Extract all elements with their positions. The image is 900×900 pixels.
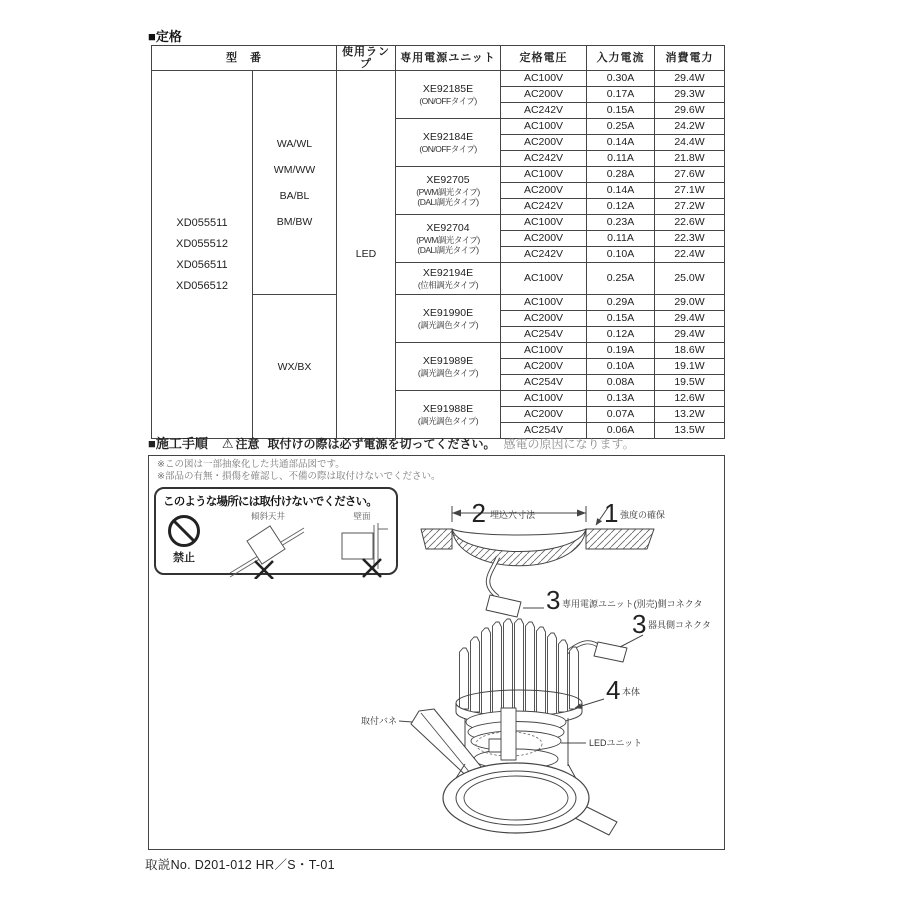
power-cell: 29.6W [655, 103, 725, 119]
current-cell: 0.19A [587, 343, 655, 359]
psu-connector [486, 595, 521, 617]
current-cell: 0.25A [587, 263, 655, 295]
power-unit-name: XE91988E [422, 403, 474, 416]
rating-row [152, 71, 725, 87]
power-unit-name: XE91990E [422, 307, 474, 320]
voltage-cell: AC200V [501, 135, 587, 151]
power-unit-name: XE91989E [422, 355, 474, 368]
power-cell: 29.4W [655, 327, 725, 343]
heatsink-fins [460, 619, 579, 716]
power-cell: 29.4W [655, 311, 725, 327]
col-header-model: 型 番 [152, 46, 337, 71]
recess-rim [452, 529, 586, 535]
power-unit-cell [396, 215, 501, 263]
power-unit-type: (PWM調光タイプ) [416, 235, 480, 246]
power-unit-cell [396, 295, 501, 343]
voltage-cell: AC100V [501, 167, 587, 183]
trim-inner-ring [464, 776, 568, 820]
callout-strength-number: 1 [604, 498, 619, 528]
current-cell: 0.10A [587, 359, 655, 375]
power-cell: 13.2W [655, 407, 725, 423]
current-cell: 0.13A [587, 391, 655, 407]
sloped-ceiling-label: 傾斜天井 [250, 511, 285, 521]
ceiling-cross-section [421, 498, 702, 617]
power-unit-type: (位相調光タイプ) [417, 280, 479, 291]
power-unit-type: (調光調色タイプ) [417, 416, 479, 427]
power-unit-cell [396, 343, 501, 391]
caution-label: 注意 [235, 437, 260, 451]
power-unit-name: XE92194E [422, 267, 474, 280]
current-cell: 0.12A [587, 327, 655, 343]
power-cell: 22.4W [655, 247, 725, 263]
power-cell: 27.2W [655, 199, 725, 215]
current-cell: 0.25A [587, 119, 655, 135]
current-cell: 0.23A [587, 215, 655, 231]
voltage-cell: AC242V [501, 199, 587, 215]
suffix-cell [253, 295, 337, 439]
suffix-code: BA/BL [279, 189, 310, 202]
voltage-cell: AC200V [501, 87, 587, 103]
voltage-cell: AC242V [501, 151, 587, 167]
current-cell: 0.15A [587, 103, 655, 119]
voltage-cell: AC100V [501, 71, 587, 87]
warning-triangle-icon: ⚠ [221, 436, 234, 451]
rating-table [151, 45, 725, 439]
power-cell: 19.1W [655, 359, 725, 375]
voltage-cell: AC200V [501, 407, 587, 423]
power-unit-cell [396, 391, 501, 439]
installation-diagram-box [148, 455, 725, 850]
spring-leader [399, 721, 412, 722]
diagram-note-1: ※この図は一部抽象化した共通部品図です。 [157, 459, 345, 470]
suffix-code: WM/WW [273, 163, 316, 176]
current-cell: 0.17A [587, 87, 655, 103]
callout-hole-number: 2 [471, 498, 486, 528]
prohibition-items [156, 509, 396, 579]
rating-header-row [152, 46, 725, 71]
col-header-current: 入力電流 [587, 46, 655, 71]
power-unit-cell [396, 167, 501, 215]
current-cell: 0.14A [587, 135, 655, 151]
voltage-cell: AC254V [501, 375, 587, 391]
power-cell: 29.0W [655, 295, 725, 311]
power-cell: 18.6W [655, 343, 725, 359]
voltage-cell: AC100V [501, 391, 587, 407]
callout-body-leader [575, 699, 604, 708]
suffix-cell [253, 71, 337, 295]
current-cell: 0.07A [587, 407, 655, 423]
voltage-cell: AC100V [501, 295, 587, 311]
callout-fixture-connector-number: 3 [632, 609, 647, 639]
bracket-tab [489, 739, 501, 752]
voltage-cell: AC242V [501, 247, 587, 263]
voltage-cell: AC100V [501, 215, 587, 231]
current-cell: 0.29A [587, 295, 655, 311]
model-number: XD056512 [176, 279, 228, 292]
wall-label: 壁面 [353, 511, 371, 521]
current-cell: 0.08A [587, 375, 655, 391]
power-cell: 24.4W [655, 135, 725, 151]
prohibition-box [154, 487, 398, 575]
caution-text: 取付けの際は必ず電源を切ってください。 [267, 437, 496, 451]
power-unit-type: (ON/OFFタイプ) [419, 96, 477, 107]
power-cell: 12.6W [655, 391, 725, 407]
caution-subtext: 感電の原因になります。 [503, 437, 635, 451]
wall-icon [332, 523, 392, 579]
power-unit-name: XE92705 [426, 174, 470, 187]
install-section-title: ■施工手順 [148, 436, 208, 451]
col-header-power: 消費電力 [655, 46, 725, 71]
voltage-cell: AC100V [501, 343, 587, 359]
callout-body-label: 本体 [622, 687, 641, 697]
power-cell: 27.6W [655, 167, 725, 183]
spring-label: 取付バネ [361, 716, 398, 726]
suffix-code: WX/BX [277, 360, 312, 373]
suffix-code: BM/BW [276, 215, 313, 228]
power-cell: 27.1W [655, 183, 725, 199]
power-cell: 13.5W [655, 423, 725, 439]
model-numbers-cell [152, 71, 253, 439]
voltage-cell: AC254V [501, 423, 587, 439]
col-header-lamp: 使用ランプ [337, 46, 396, 71]
dimension-arrow-left [452, 510, 461, 517]
document-number: 取説No. D201-012 HR／S・T-01 [145, 858, 335, 872]
current-cell: 0.11A [587, 151, 655, 167]
callout-body-number: 4 [606, 675, 621, 705]
voltage-cell: AC200V [501, 311, 587, 327]
current-cell: 0.06A [587, 423, 655, 439]
sloped-ceiling-icon [228, 523, 308, 579]
prohibition-symbol [166, 513, 202, 565]
diagram-notes [157, 459, 440, 483]
power-unit-type: (ON/OFFタイプ) [419, 144, 477, 155]
model-number: XD055512 [176, 237, 228, 250]
current-cell: 0.30A [587, 71, 655, 87]
power-unit-cell [396, 71, 501, 119]
voltage-cell: AC200V [501, 359, 587, 375]
model-number: XD056511 [176, 258, 228, 271]
wall-item [332, 510, 392, 579]
power-cell: 29.4W [655, 71, 725, 87]
power-unit-name: XE92704 [426, 222, 470, 235]
ceiling-right-band [586, 529, 654, 549]
prohibition-icon [166, 513, 202, 549]
power-unit-type: (調光調色タイプ) [417, 368, 479, 379]
power-unit-type: (調光調色タイプ) [417, 320, 479, 331]
current-cell: 0.15A [587, 311, 655, 327]
power-cell: 22.3W [655, 231, 725, 247]
fixture-drawing [361, 609, 711, 835]
voltage-cell: AC242V [501, 103, 587, 119]
voltage-cell: AC100V [501, 263, 587, 295]
lamp-cell: LED [337, 71, 396, 439]
power-cell: 24.2W [655, 119, 725, 135]
sloped-ceiling-item [228, 510, 308, 579]
voltage-cell: AC100V [501, 119, 587, 135]
power-unit-name: XE92184E [422, 131, 474, 144]
prohibition-icon-label: 禁止 [173, 552, 195, 564]
callout-fixture-connector-label: 器具側コネクタ [648, 620, 711, 630]
rating-section-title: ■定格 [148, 29, 182, 44]
col-header-voltage: 定格電圧 [501, 46, 587, 71]
callout-hole-label: 埋込穴寸法 [490, 510, 536, 520]
suffix-code: WA/WL [276, 137, 313, 150]
callout-strength-label: 強度の確保 [620, 510, 666, 520]
current-cell: 0.28A [587, 167, 655, 183]
callout-psu-number: 3 [546, 585, 561, 615]
power-cell: 21.8W [655, 151, 725, 167]
model-number: XD055511 [176, 216, 228, 229]
voltage-cell: AC200V [501, 183, 587, 199]
power-unit-name: XE92185E [422, 83, 474, 96]
power-cell: 19.5W [655, 375, 725, 391]
power-unit-type: (PWM調光タイプ) [416, 187, 480, 198]
install-section-heading [148, 433, 635, 452]
current-cell: 0.11A [587, 231, 655, 247]
led-unit-label: LEDユニット [589, 738, 643, 748]
current-cell: 0.14A [587, 183, 655, 199]
power-unit-cell [396, 119, 501, 167]
power-cell: 29.3W [655, 87, 725, 103]
col-header-power-unit: 専用電源ユニット [396, 46, 501, 71]
power-unit-type: (DALI調光タイプ) [417, 245, 479, 256]
current-cell: 0.12A [587, 199, 655, 215]
dimension-arrow-right [577, 510, 586, 517]
diagram-note-2: ※部品の有無・損傷を確認し、不備の際は取付けないでください。 [157, 471, 441, 482]
current-cell: 0.10A [587, 247, 655, 263]
callout-psu-label: 専用電源ユニット(別売)側コネクタ [562, 599, 703, 609]
voltage-cell: AC200V [501, 231, 587, 247]
power-cell: 22.6W [655, 215, 725, 231]
power-unit-type: (DALI調光タイプ) [417, 197, 479, 208]
prohibition-title: このような場所には取付けないでください。 [163, 496, 377, 508]
power-cell: 25.0W [655, 263, 725, 295]
ceiling-left-band [421, 529, 452, 549]
fixture-connector [594, 642, 627, 662]
front-bracket [501, 708, 516, 760]
voltage-cell: AC254V [501, 327, 587, 343]
power-unit-cell [396, 263, 501, 295]
